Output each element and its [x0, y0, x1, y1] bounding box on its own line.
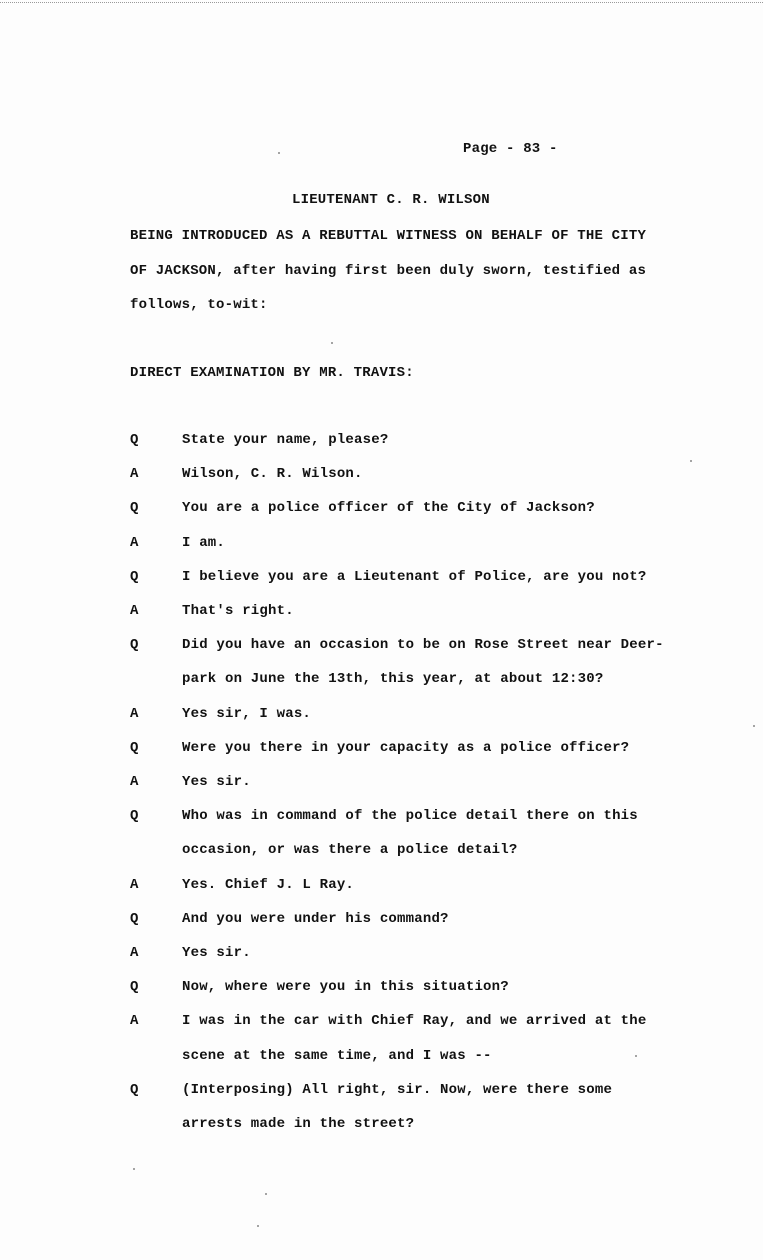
answer-text: I was in the car with Chief Ray, and we arrived at the	[182, 1013, 647, 1029]
question-text: You are a police officer of the City of Jackson?	[182, 500, 595, 516]
question-marker: Q	[130, 432, 139, 448]
testimony-line	[0, 945, 763, 965]
testimony-line	[0, 637, 763, 657]
testimony-line	[0, 842, 763, 862]
question-marker: Q	[130, 569, 139, 585]
intro-line-3: follows, to-wit:	[130, 297, 268, 313]
answer-marker: A	[130, 877, 139, 893]
testimony-line	[0, 1082, 763, 1102]
question-text: I believe you are a Lieutenant of Police, are you not?	[182, 569, 647, 585]
question-marker: Q	[130, 637, 139, 653]
question-text: State your name, please?	[182, 432, 389, 448]
testimony-line	[0, 432, 763, 452]
question-marker: Q	[130, 740, 139, 756]
answer-text: I am.	[182, 535, 226, 551]
answer-text: scene at the same time, and I was --	[182, 1048, 492, 1064]
question-text: And you were under his command?	[182, 911, 449, 927]
scan-speck	[753, 725, 755, 727]
testimony-line	[0, 1013, 763, 1033]
question-text: Did you have an occasion to be on Rose Street near Deer-	[182, 637, 664, 653]
testimony-line	[0, 774, 763, 794]
testimony-line	[0, 569, 763, 589]
intro-line-2: OF JACKSON, after having first been duly sworn, testified as	[130, 263, 647, 279]
question-marker: Q	[130, 500, 139, 516]
answer-text: Yes. Chief J. L Ray.	[182, 877, 355, 893]
scan-speck	[278, 152, 280, 154]
question-text: Were you there in your capacity as a police officer?	[182, 740, 630, 756]
answer-marker: A	[130, 603, 139, 619]
testimony-line	[0, 911, 763, 931]
question-text: Now, where were you in this situation?	[182, 979, 509, 995]
testimony-line	[0, 535, 763, 555]
witness-title: LIEUTENANT C. R. WILSON	[292, 192, 490, 208]
scan-speck	[635, 1055, 637, 1057]
testimony-line	[0, 877, 763, 897]
testimony-line	[0, 603, 763, 623]
question-text: park on June the 13th, this year, at about 12:30?	[182, 671, 604, 687]
answer-text: Yes sir.	[182, 774, 251, 790]
question-text: (Interposing) All right, sir. Now, were there some	[182, 1082, 613, 1098]
page-top-edge	[0, 2, 763, 3]
intro-line-1: BEING INTRODUCED AS A REBUTTAL WITNESS ON BEHALF OF THE CITY	[130, 228, 647, 244]
testimony-line	[0, 808, 763, 828]
testimony-line	[0, 1116, 763, 1136]
testimony-line	[0, 979, 763, 999]
testimony-line	[0, 466, 763, 486]
question-marker: Q	[130, 1082, 139, 1098]
answer-text: Yes sir, I was.	[182, 706, 312, 722]
scan-speck	[133, 1168, 135, 1170]
question-marker: Q	[130, 979, 139, 995]
answer-marker: A	[130, 535, 139, 551]
answer-text: Yes sir.	[182, 945, 251, 961]
scan-speck	[265, 1193, 267, 1195]
question-marker: Q	[130, 808, 139, 824]
answer-marker: A	[130, 706, 139, 722]
answer-text: That's right.	[182, 603, 294, 619]
scan-speck	[331, 342, 333, 344]
testimony-line	[0, 671, 763, 691]
scan-speck	[690, 460, 692, 462]
answer-marker: A	[130, 1013, 139, 1029]
question-text: Who was in command of the police detail there on this	[182, 808, 638, 824]
question-marker: Q	[130, 911, 139, 927]
testimony-line	[0, 740, 763, 760]
answer-marker: A	[130, 945, 139, 961]
testimony-line	[0, 500, 763, 520]
answer-marker: A	[130, 774, 139, 790]
examination-heading: DIRECT EXAMINATION BY MR. TRAVIS:	[130, 365, 414, 381]
question-text: occasion, or was there a police detail?	[182, 842, 518, 858]
answer-text: Wilson, C. R. Wilson.	[182, 466, 363, 482]
testimony-line	[0, 1048, 763, 1068]
answer-marker: A	[130, 466, 139, 482]
scan-speck	[257, 1225, 259, 1227]
question-text: arrests made in the street?	[182, 1116, 415, 1132]
testimony-line	[0, 706, 763, 726]
page-number: Page - 83 -	[463, 141, 558, 157]
